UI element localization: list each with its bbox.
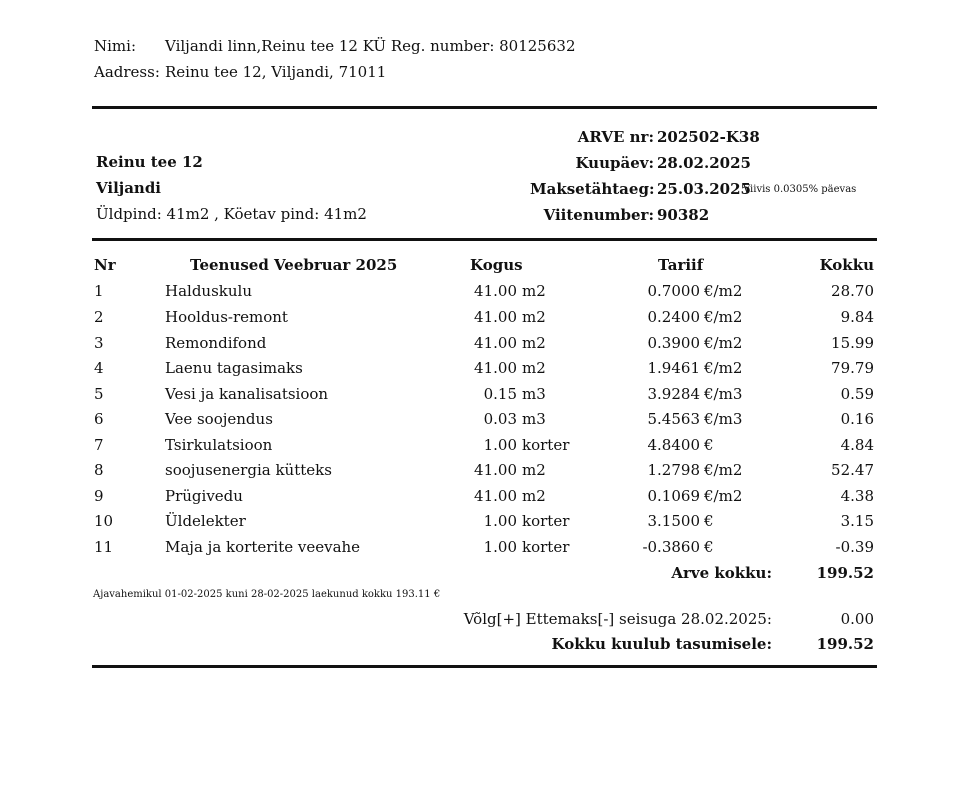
row-rate: -0.3860 — [642, 538, 700, 556]
header-total: Kokku — [819, 256, 874, 274]
row-rate: 0.3900 — [647, 334, 700, 352]
row-service: Prügivedu — [165, 487, 243, 505]
row-total: 0.16 — [840, 410, 874, 428]
row-rate-unit: € — [704, 436, 714, 454]
row-unit: korter — [522, 436, 570, 454]
row-rate: 5.4563 — [647, 410, 700, 428]
row-rate: 4.8400 — [647, 436, 700, 454]
invoice-date: 28.02.2025 — [657, 154, 751, 172]
row-service: Üldelekter — [165, 512, 246, 530]
row-rate: 1.2798 — [647, 461, 700, 479]
reference-number: 90382 — [657, 206, 710, 224]
row-rate-unit: €/m2 — [704, 461, 743, 479]
row-rate: 0.7000 — [647, 282, 700, 300]
row-unit: m2 — [522, 334, 546, 352]
due-date-label: Maksetähtaeg: — [530, 180, 655, 198]
table-row — [0, 282, 963, 306]
row-nr: 2 — [94, 308, 104, 326]
row-unit: korter — [522, 512, 570, 530]
row-nr: 9 — [94, 487, 104, 505]
row-rate-unit: € — [704, 538, 714, 556]
invoice-number-label: ARVE nr: — [577, 128, 654, 146]
row-qty: 1.00 — [483, 436, 517, 454]
table-row — [0, 512, 963, 536]
table-header — [0, 256, 963, 280]
divider-bottom — [92, 665, 877, 668]
row-rate-unit: €/m2 — [704, 334, 743, 352]
row-rate-unit: €/m3 — [704, 385, 743, 403]
table-row — [0, 359, 963, 383]
row-rate: 0.1069 — [647, 487, 700, 505]
row-total: 3.15 — [840, 512, 874, 530]
row-total: 4.38 — [840, 487, 874, 505]
table-row — [0, 385, 963, 409]
row-qty: 41.00 — [474, 334, 517, 352]
row-nr: 10 — [94, 512, 114, 530]
row-qty: 1.00 — [483, 538, 517, 556]
row-rate: 3.9284 — [647, 385, 700, 403]
row-rate: 0.2400 — [647, 308, 700, 326]
divider-table-top — [92, 238, 877, 241]
row-total: 0.59 — [840, 385, 874, 403]
due-total: 199.52 — [816, 635, 874, 653]
table-row — [0, 410, 963, 434]
row-qty: 41.00 — [474, 359, 517, 377]
row-nr: 4 — [94, 359, 104, 377]
row-total: 9.84 — [840, 308, 874, 326]
row-nr: 11 — [94, 538, 114, 556]
row-service: soojusenergia kütteks — [165, 461, 332, 479]
header-nr: Nr — [94, 256, 116, 274]
row-service: Remondifond — [165, 334, 267, 352]
row-total: 15.99 — [831, 334, 874, 352]
invoice-total-label: Arve kokku: — [671, 564, 772, 582]
name-label: Nimi: — [94, 37, 136, 55]
header-qty: Kogus — [470, 256, 523, 274]
row-total: 4.84 — [840, 436, 874, 454]
row-qty: 1.00 — [483, 512, 517, 530]
name-value: Viljandi linn,Reinu tee 12 KÜ Reg. number: 80125632 — [165, 37, 576, 55]
row-service: Halduskulu — [165, 282, 252, 300]
divider-top — [92, 106, 877, 109]
row-qty: 0.15 — [483, 385, 517, 403]
row-unit: m3 — [522, 385, 546, 403]
address-value: Reinu tee 12, Viljandi, 71011 — [165, 63, 387, 81]
table-row — [0, 461, 963, 485]
row-service: Tsirkulatsioon — [165, 436, 273, 454]
row-rate-unit: €/m3 — [704, 410, 743, 428]
reference-label: Viitenumber: — [543, 206, 654, 224]
balance-value: 0.00 — [840, 610, 874, 628]
table-row — [0, 334, 963, 358]
row-unit: m2 — [522, 282, 546, 300]
row-service: Vesi ja kanalisatsioon — [165, 385, 329, 403]
row-unit: m3 — [522, 410, 546, 428]
row-nr: 5 — [94, 385, 104, 403]
row-service: Laenu tagasimaks — [165, 359, 303, 377]
row-rate-unit: €/m2 — [704, 487, 743, 505]
row-qty: 0.03 — [483, 410, 517, 428]
invoice-number: 202502-K38 — [657, 128, 760, 146]
row-total: 28.70 — [831, 282, 874, 300]
invoice-date-label: Kuupäev: — [575, 154, 654, 172]
table-row — [0, 538, 963, 562]
row-rate: 1.9461 — [647, 359, 700, 377]
balance-label: Võlg[+] Ettemaks[-] seisuga 28.02.2025: — [463, 610, 772, 628]
header-rate: Tariif — [658, 256, 704, 274]
row-rate: 3.1500 — [647, 512, 700, 530]
row-rate-unit: € — [704, 512, 714, 530]
row-rate-unit: €/m2 — [704, 308, 743, 326]
row-qty: 41.00 — [474, 282, 517, 300]
row-total: 79.79 — [831, 359, 874, 377]
row-total: -0.39 — [835, 538, 874, 556]
row-unit: m2 — [522, 308, 546, 326]
row-unit: m2 — [522, 359, 546, 377]
row-qty: 41.00 — [474, 461, 517, 479]
due-date: 25.03.2025 — [657, 180, 751, 198]
period-note: Ajavahemikul 01-02-2025 kuni 28-02-2025 laekunud kokku 193.11 € — [93, 589, 441, 600]
recipient-street: Reinu tee 12 — [96, 153, 203, 171]
due-total-label: Kokku kuulub tasumisele: — [551, 635, 772, 653]
row-unit: korter — [522, 538, 570, 556]
row-nr: 6 — [94, 410, 104, 428]
row-nr: 8 — [94, 461, 104, 479]
row-unit: m2 — [522, 487, 546, 505]
row-nr: 3 — [94, 334, 104, 352]
invoice-total: 199.52 — [816, 564, 874, 582]
address-label: Aadress: — [94, 63, 160, 81]
row-service: Maja ja korterite veevahe — [165, 538, 361, 556]
row-nr: 1 — [94, 282, 104, 300]
row-rate-unit: €/m2 — [704, 282, 743, 300]
table-row — [0, 436, 963, 460]
header-service: Teenused Veebruar 2025 — [190, 256, 398, 274]
row-service: Hooldus-remont — [165, 308, 288, 326]
row-nr: 7 — [94, 436, 104, 454]
row-service: Vee soojendus — [165, 410, 273, 428]
table-row — [0, 487, 963, 511]
row-qty: 41.00 — [474, 487, 517, 505]
row-total: 52.47 — [831, 461, 874, 479]
recipient-city: Viljandi — [96, 179, 162, 197]
table-row — [0, 308, 963, 332]
recipient-area: Üldpind: 41m2 , Köetav pind: 41m2 — [96, 205, 367, 223]
penalty-note: Viivis 0.0305% päevas — [743, 184, 857, 195]
row-rate-unit: €/m2 — [704, 359, 743, 377]
row-qty: 41.00 — [474, 308, 517, 326]
row-unit: m2 — [522, 461, 546, 479]
